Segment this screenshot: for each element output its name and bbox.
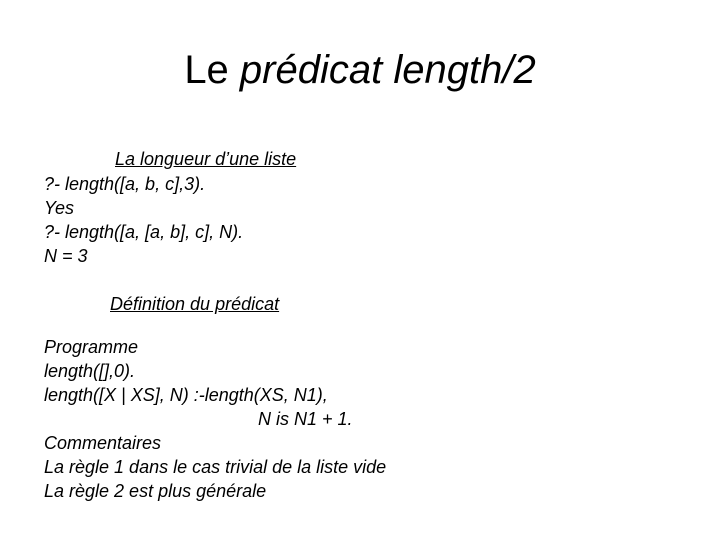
comment-line-2: La règle 2 est plus générale	[44, 481, 267, 501]
slide-title	[0, 44, 720, 96]
slide-title-prefix: Le	[184, 48, 240, 92]
comment-line-1: La règle 1 dans le cas trivial de la liste vide	[44, 457, 387, 477]
section-heading-length: La longueur d’une liste	[115, 149, 297, 169]
program-line-2: length([X | XS], N) :-length(XS, N1),	[44, 385, 328, 405]
comments-label: Commentaires	[44, 433, 162, 453]
section-heading-definition: Définition du prédicat	[110, 294, 280, 314]
program-label: Programme	[44, 337, 139, 357]
answer-line-1: Yes	[44, 198, 75, 218]
query-line-2: ?- length([a, [a, b], c], N).	[44, 222, 244, 242]
program-line-3: N is N1 + 1.	[258, 409, 353, 429]
answer-line-2: N = 3	[44, 246, 88, 266]
slide-title-emphasis: prédicat length/2	[239, 48, 536, 92]
program-line-1: length([],0).	[44, 361, 136, 381]
query-line-1: ?- length([a, b, c],3).	[44, 174, 206, 194]
